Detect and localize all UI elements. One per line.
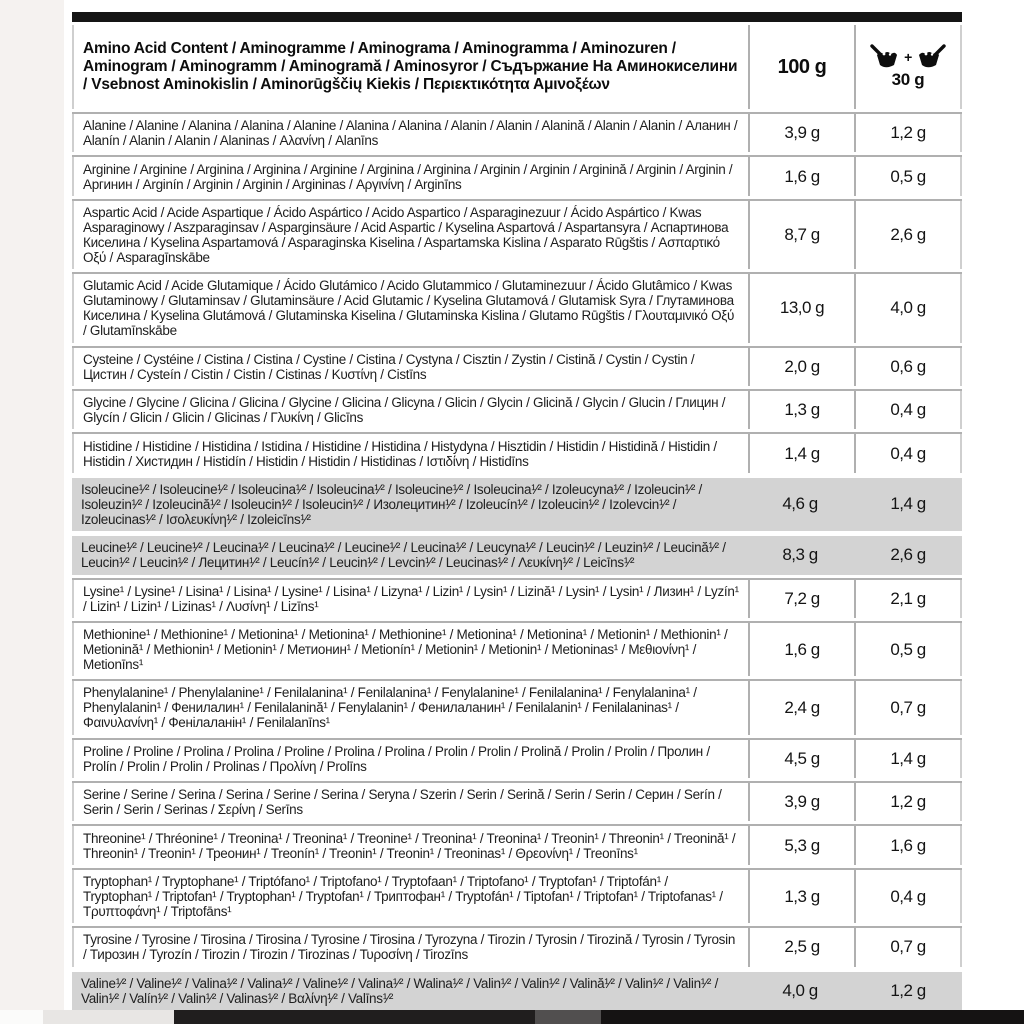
amino-acid-names: Histidine / Histidine / Histidina / Istidina / Histidine / Histidina / Histydyna / Hisztidin / Histidin / Histidină / Histidin / Histidin / Хистидин / Histidín / Histidin / Histidin / Histidinas / Ιστιδίνη / Histidīns — [72, 434, 748, 472]
amino-acid-row — [72, 346, 962, 386]
amino-acid-names: Glutamic Acid / Acide Glutamique / Ácido Glutámico / Acido Glutammico / Glutaminezuur / Ácido Glutâmico / Kwas Glutaminowy / Glutaminsav / Glutaminsäure / Acid Glutamic / Kyselina Glutamová / Glutamisk Syra / Глутаминова Киселина / Kyselina Glutámová / Glutaminska Kiselina / Glutaminska Kislina / Glutamo Rūgštis / Γλουταμινικό Οξύ / Glutamīnskābe — [72, 274, 748, 342]
amino-acid-row — [72, 926, 962, 966]
serving-scoops — [870, 44, 946, 69]
amino-acid-table — [72, 12, 962, 1010]
value-per-100g: 13,0 g — [748, 274, 854, 342]
amino-acid-row — [72, 432, 962, 472]
column-header-100g: 100 g — [748, 25, 854, 109]
amino-acid-names: Valine¹⁄² / Valine¹⁄² / Valina¹⁄² / Valina¹⁄² / Valine¹⁄² / Valina¹⁄² / Walina¹⁄² / Valin¹⁄² / Valin¹⁄² / Valină¹⁄² / Valin¹⁄² / Valin¹⁄² / Valin¹⁄² / Valín¹⁄² / Valin¹⁄² / Valinas¹⁄² / Βαλίνη¹⁄² / Valīns¹⁄² — [81, 975, 719, 1006]
value-per-100g: 3,9 g — [748, 114, 854, 152]
measuring-scoop-icon — [914, 44, 946, 69]
amino-acid-row — [72, 972, 962, 1010]
value-per-100g: 2,4 g — [748, 681, 854, 734]
value-per-100g: 8,7 g — [748, 201, 854, 269]
amino-acid-row — [72, 679, 962, 734]
photo-strip-segment — [535, 1010, 601, 1024]
photo-strip-segment — [43, 1010, 174, 1024]
photo-strip-segment — [0, 1010, 43, 1024]
amino-acid-row — [72, 868, 962, 923]
table-top-border — [72, 12, 962, 22]
value-per-30g: 1,6 g — [854, 826, 962, 864]
value-per-100g: 4,5 g — [748, 740, 854, 778]
value-per-100g: 2,5 g — [748, 928, 854, 966]
amino-acid-names: Methionine¹ / Methionine¹ / Metionina¹ / Metionina¹ / Methionine¹ / Metionina¹ / Metionina¹ / Metionin¹ / Methionin¹ / Metionină¹ / Methionin¹ / Metionin¹ / Метионин¹ / Metionín¹ / Metionin¹ / Metionin¹ / Metioninas¹ / Μεθιονίνη¹ / Metionīns¹ — [72, 623, 748, 676]
value-per-100g: 4,6 g — [782, 494, 818, 514]
amino-acid-names: Aspartic Acid / Acide Aspartique / Ácido Aspártico / Acido Aspartico / Asparaginezuur / Ácido Aspártico / Kwas Asparaginowy / Aszparaginsav / Asparginsäure / Acid Aspartic / Kyselina Aspartová / Aspartansyra / Аспартинова Киселина / Kyselina Aspartamová / Asparaginska Kiselina / Aspartamska Kislina / Asparato Rūgštis / Ασπαρτικό Οξύ / Asparagīnskābe — [72, 201, 748, 269]
table-header-row — [72, 25, 962, 109]
value-per-30g: 1,4 g — [854, 740, 962, 778]
amino-acid-names: Proline / Proline / Prolina / Prolina / Proline / Prolina / Prolina / Prolin / Prolin / Prolină / Prolin / Prolin / Пролин / Prolín / Prolin / Prolin / Prolinas / Προλίνη / Prolīns — [72, 740, 748, 778]
amino-acid-names: Glycine / Glycine / Glicina / Glicina / Glycine / Glicina / Glicyna / Glicin / Glycin / Glicină / Glycin / Glucin / Глицин / Glycín / Glicin / Glicin / Glicinas / Γλυκίνη / Glicīns — [72, 391, 748, 429]
amino-acid-names: Phenylalanine¹ / Phenylalanine¹ / Fenilalanina¹ / Fenilalanina¹ / Fenylalanine¹ / Fenilalanina¹ / Fenylalanina¹ / Phenylalanin¹ / Фенилалин¹ / Fenilalanină¹ / Fenylalanin¹ / Фенилаланин¹ / Fenilalanin¹ / Fenilalaninas¹ / Φαινυλανίνη¹ / Фенілаланін¹ / Fenilalanīns¹ — [72, 681, 748, 734]
amino-acid-names: Arginine / Arginine / Arginina / Arginina / Arginine / Arginina / Arginina / Arginin / Arginin / Arginină / Arginin / Arginin / Аргинин / Arginín / Arginin / Arginin / Argininas / Αργινίνη / Arginīns — [72, 157, 748, 195]
amino-acid-names: Cysteine / Cystéine / Cistina / Cistina / Cystine / Cistina / Cystyna / Cisztin / Zystin / Cistină / Cystin / Cystin / Цистин / Cysteín / Cistin / Cistin / Cistinas / Κυστίνη / Cistīns — [72, 348, 748, 386]
value-per-30g: 0,6 g — [854, 348, 962, 386]
value-per-30g: 0,7 g — [854, 928, 962, 966]
amino-acid-names: Leucine¹⁄² / Leucine¹⁄² / Leucina¹⁄² / Leucina¹⁄² / Leucine¹⁄² / Leucina¹⁄² / Leucyna¹⁄² / Leucin¹⁄² / Leuzin¹⁄² / Leucină¹⁄² / Leucin¹⁄² / Leucin¹⁄² / Лецитин¹⁄² / Leucín¹⁄² / Leucin¹⁄² / Levcin¹⁄² / Leucinas¹⁄² / Λευκίνη¹⁄² / Leicīns¹⁄² — [81, 540, 726, 571]
amino-acid-names: Isoleucine¹⁄² / Isoleucine¹⁄² / Isoleucina¹⁄² / Isoleucina¹⁄² / Isoleucine¹⁄² / Isoleucina¹⁄² / Izoleucyna¹⁄² / Izoleucin¹⁄² / Isoleuzin¹⁄² / Izoleucină¹⁄² / Isoleucin¹⁄² / Isoleucin¹⁄² / Изолецитин¹⁄² / Izoleucín¹⁄² / Izoleucin¹⁄² / Izolevcin¹⁄² / Izoleucinas¹⁄² / Ισολευκίνη¹⁄² / Izoleicīns¹⁄² — [81, 481, 702, 527]
value-per-30g: 2,6 g — [854, 201, 962, 269]
value-per-30g: 1,4 g — [890, 494, 926, 514]
table-title: Amino Acid Content / Aminogramme / Aminograma / Aminogramma / Aminozuren / Aminogram / Aminogramm / Aminogramă / Aminosyror / Съдържание На Аминокиселини / Vsebnost Aminokislin / Aminorūgščių Kiekis / Περιεκτικότητα Αμινοξέων — [72, 25, 748, 109]
amino-acid-names: Tryptophan¹ / Tryptophane¹ / Triptófano¹ / Triptofano¹ / Tryptofaan¹ / Triptofano¹ / Tryptofan¹ / Triptofán¹ / Tryptophan¹ / Triptofan¹ / Tryptophan¹ / Tryptofan¹ / Триптофан¹ / Tryptofán¹ / Tiptofan¹ / Triptofan¹ / Triptofanas¹ / Τρυπτοφάνη¹ / Triptofāns¹ — [72, 870, 748, 923]
value-per-100g: 7,2 g — [748, 580, 854, 618]
value-per-100g: 3,9 g — [748, 783, 854, 821]
plus-sign: + — [904, 48, 912, 65]
amino-acid-names: Alanine / Alanine / Alanina / Alanina / Alanine / Alanina / Alanina / Alanin / Alanin / Alanină / Alanin / Alanin / Аланин / Alanín / Alanin / Alanin / Alaninas / Αλανίνη / Alanīns — [72, 114, 748, 152]
value-per-30g: 0,4 g — [854, 870, 962, 923]
value-per-100g: 1,6 g — [748, 157, 854, 195]
value-per-30g: 2,6 g — [890, 545, 926, 565]
value-per-100g: 5,3 g — [748, 826, 854, 864]
value-per-100g: 1,4 g — [748, 434, 854, 472]
value-per-100g: 1,3 g — [748, 391, 854, 429]
value-per-30g: 0,7 g — [854, 681, 962, 734]
amino-acid-row — [72, 824, 962, 864]
value-per-100g: 2,0 g — [748, 348, 854, 386]
amino-acid-row — [72, 578, 962, 618]
amino-acid-row — [72, 199, 962, 269]
amino-acid-names: Threonine¹ / Thréonine¹ / Treonina¹ / Treonina¹ / Treonine¹ / Treonina¹ / Treonina¹ / Treonin¹ / Threonin¹ / Treonină¹ / Threonin¹ / Treonin¹ / Треонин¹ / Treonín¹ / Treonin¹ / Treonin¹ / Treoninas¹ / Θρεονίνη¹ / Treonīns¹ — [72, 826, 748, 864]
value-per-30g: 0,5 g — [854, 157, 962, 195]
photo-strip-segment — [174, 1010, 535, 1024]
amino-acid-row — [72, 781, 962, 821]
amino-acid-row — [72, 155, 962, 195]
product-photo-strip — [0, 1010, 1024, 1024]
value-per-30g: 0,4 g — [854, 434, 962, 472]
amino-acid-row — [72, 389, 962, 429]
value-per-30g: 2,1 g — [854, 580, 962, 618]
value-per-30g: 4,0 g — [854, 274, 962, 342]
amino-acid-names: Tyrosine / Tyrosine / Tirosina / Tirosina / Tyrosine / Tirosina / Tyrozyna / Tirozin / Tyrosin / Tirozină / Tyrosin / Tyrosin / Тирозин / Tyrozín / Tirozin / Tirozin / Tirozinas / Τυροσίνη / Tirozīns — [72, 928, 748, 966]
amino-acid-row — [72, 738, 962, 778]
amino-acid-names: Lysine¹ / Lysine¹ / Lisina¹ / Lisina¹ / Lysine¹ / Lisina¹ / Lizyna¹ / Lizin¹ / Lysin¹ / Lizină¹ / Lysin¹ / Lysin¹ / Лизин¹ / Lyzín¹ / Lizin¹ / Lizin¹ / Lizinas¹ / Λυσίνη¹ / Lizīns¹ — [72, 580, 748, 618]
value-per-100g: 1,6 g — [748, 623, 854, 676]
amino-acid-row — [72, 621, 962, 676]
photo-strip-segment — [601, 1010, 1024, 1024]
value-per-30g: 0,5 g — [854, 623, 962, 676]
measuring-scoop-icon — [870, 44, 902, 69]
column-header-30g — [854, 25, 962, 109]
value-per-30g: 1,2 g — [854, 114, 962, 152]
column-header-30g-label: 30 g — [891, 70, 925, 89]
value-per-30g: 0,4 g — [854, 391, 962, 429]
value-per-100g: 8,3 g — [782, 545, 818, 565]
amino-acid-row — [72, 112, 962, 152]
amino-acid-row — [72, 536, 962, 574]
value-per-30g: 1,2 g — [854, 783, 962, 821]
amino-acid-row — [72, 272, 962, 342]
value-per-100g: 1,3 g — [748, 870, 854, 923]
value-per-30g: 1,2 g — [890, 980, 926, 1000]
amino-acid-names: Serine / Serine / Serina / Serina / Serine / Serina / Seryna / Szerin / Serin / Serină / Serin / Serin / Серин / Serín / Serin / Serin / Serinas / Σερίνη / Serīns — [72, 783, 748, 821]
amino-acid-row — [72, 478, 962, 531]
value-per-100g: 4,0 g — [782, 980, 818, 1000]
page-left-margin — [0, 0, 64, 1010]
